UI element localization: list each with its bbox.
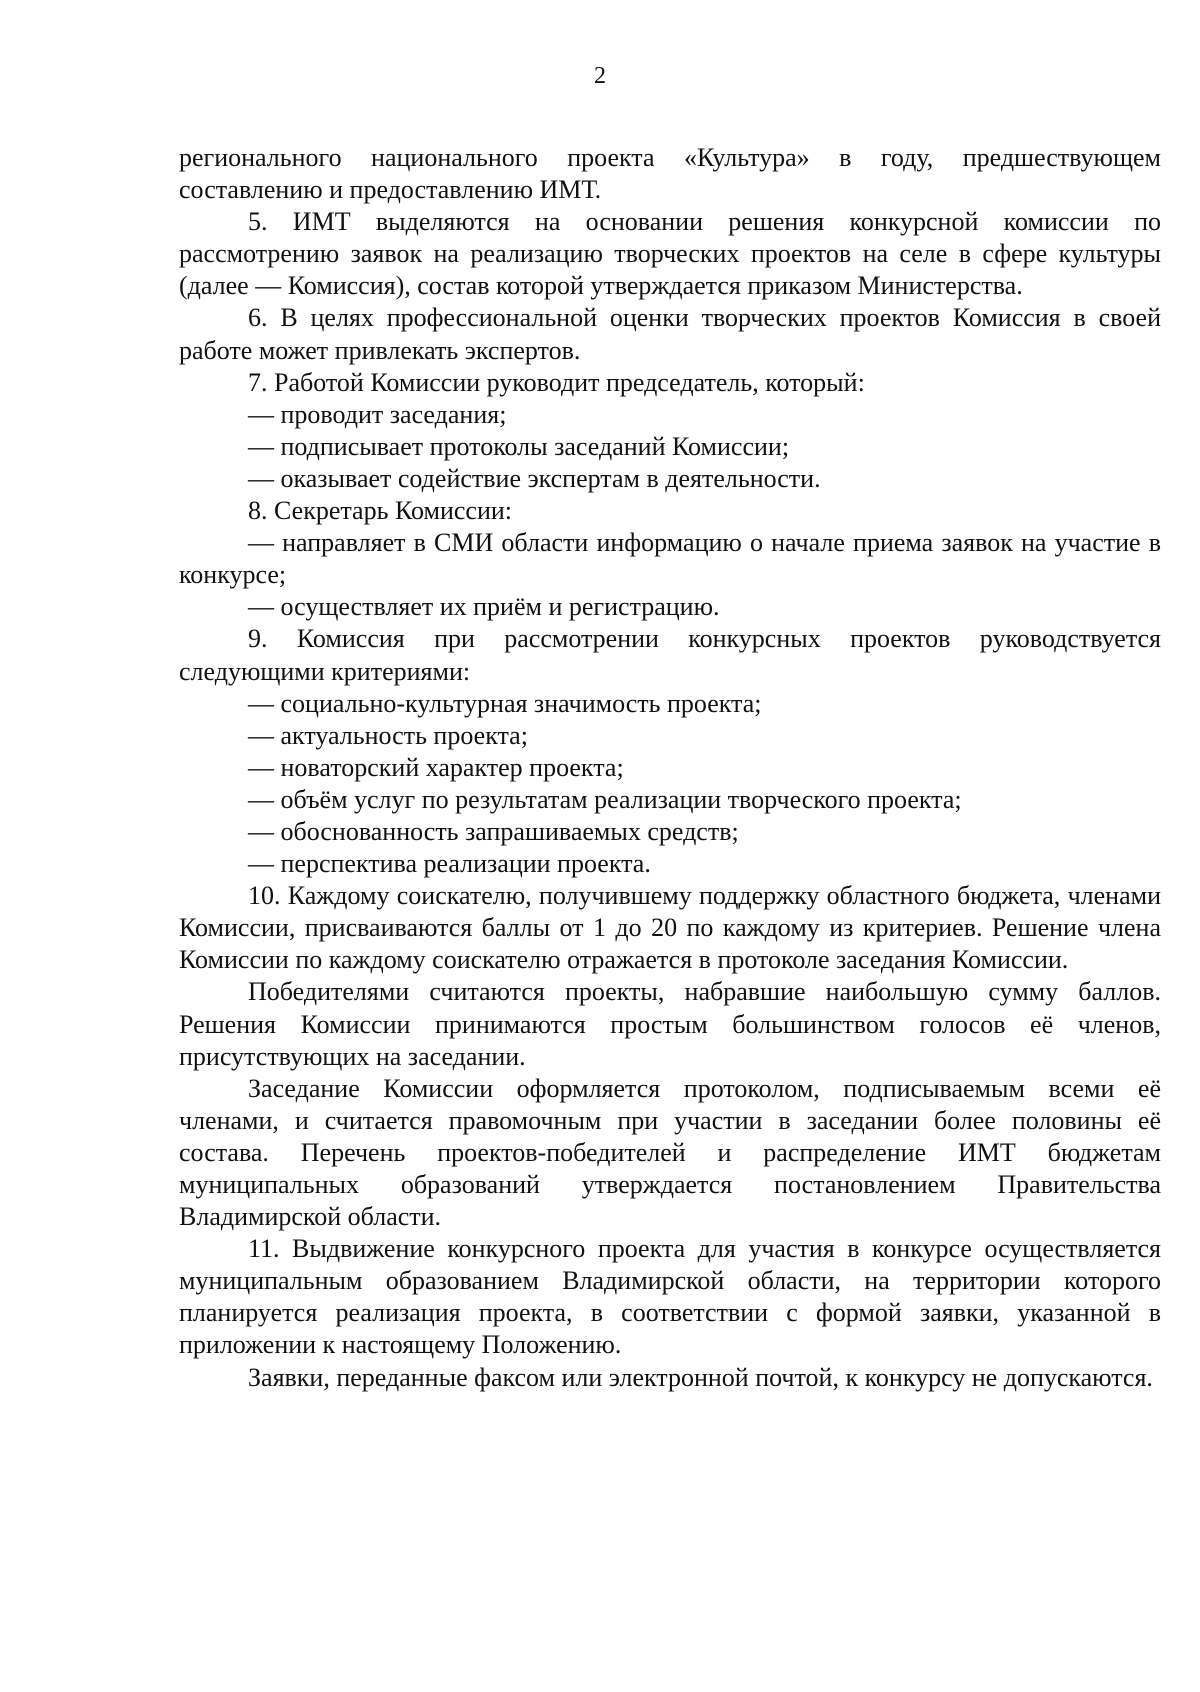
list-item: — объём услуг по результатам реализации творческого проекта; [248,784,962,814]
paragraph-winners: Победителями считаются проекты, набравшие наибольшую сумму баллов. Решения Комиссии принимаются простым большинством голосов её членов, присутствующих на заседании. [179,977,1161,1071]
list-item: — обоснованность запрашиваемых средств; [248,816,739,846]
list-item: — новаторский характер проекта; [248,752,624,782]
paragraph-item-11: 11. Выдвижение конкурсного проекта для участия в конкурсе осуществляется муниципальным образованием Владимирской области, на территории которого планируется реализация проекта, в соответствии с формой заявки, указанной в приложении к настоящему Положению. [179,1234,1161,1360]
list-item: — подписывает протоколы заседаний Комиссии; [248,431,790,461]
paragraph-item-9: 9. Комиссия при рассмотрении конкурсных проектов руководствуется следующими критериями: [179,624,1161,686]
list-item: — социально-культурная значимость проекта; [248,688,762,718]
list-item: — осуществляет их приём и регистрацию. [248,592,720,622]
paragraph-continuation: регионального национального проекта «Культура» в году, предшествующем составлению и предоставлению ИМТ. [179,143,1161,205]
list-item: — направляет в СМИ области информацию о начале приема заявок на участие в конкурсе; [179,528,1161,590]
paragraph-meeting: Заседание Комиссии оформляется протоколом, подписываемым всеми её членами, и считается правомочным при участии в заседании более половины её состава. Перечень проектов-победителей и распределение ИМТ бюджетам муниципальных образований утверждается постановлением Правительства Владимирской области. [179,1073,1161,1232]
paragraph-item-10: 10. Каждому соискателю, получившему поддержку областного бюджета, членами Комиссии, присваиваются баллы от 1 до 20 по каждому из критериев. Решение члена Комиссии по каждому соискателю отражается в протоколе заседания Комиссии. [179,881,1161,975]
paragraph-applications: Заявки, переданные факсом или электронной почтой, к конкурсу не допускаются. [248,1362,1153,1392]
list-item: — актуальность проекта; [248,720,528,750]
document-body [179,142,1161,1394]
paragraph-item-8: 8. Секретарь Комиссии: [248,496,512,526]
list-item: — оказывает содействие экспертам в деятельности. [248,463,821,493]
paragraph-item-5: 5. ИМТ выделяются на основании решения конкурсной комиссии по рассмотрению заявок на реализацию творческих проектов на селе в сфере культуры (далее — Комиссия), состав которой утверждается приказом Министерства. [179,207,1161,301]
paragraph-item-6: 6. В целях профессиональной оценки творческих проектов Комиссия в своей работе может привлекать экспертов. [179,303,1161,365]
list-item: — перспектива реализации проекта. [248,849,651,879]
list-item: — проводит заседания; [248,399,507,429]
paragraph-item-7: 7. Работой Комиссии руководит председатель, который: [248,367,865,397]
page-number: 2 [594,63,606,89]
